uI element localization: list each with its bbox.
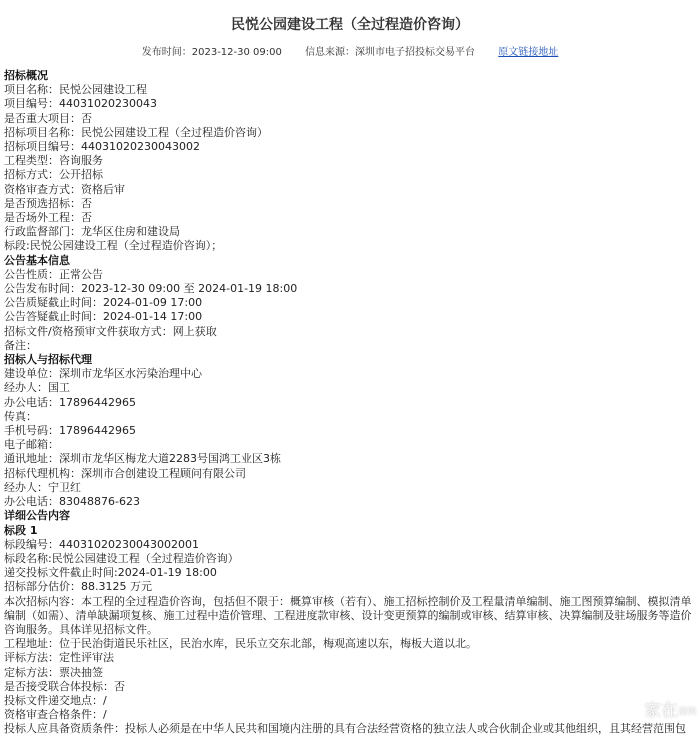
info-line: 项目编号：44031020230043 — [4, 97, 157, 111]
info-line: 行政监督部门：龙华区住房和建设局 — [4, 225, 180, 239]
info-line: 办公电话：17896442965 — [4, 395, 136, 409]
info-line: 是否接受联合体投标：否 — [4, 679, 125, 693]
info-line: 招标部分估价：88.3125 万元 — [4, 580, 152, 594]
info-line: 建设单位：深圳市龙华区水污染治理中心 — [4, 367, 202, 381]
section-heading: 详细公告内容 — [4, 509, 70, 523]
info-line: 项目名称：民悦公园建设工程 — [4, 83, 147, 97]
info-line: 电子邮箱： — [4, 438, 59, 452]
info-line: 工程地址：位于民治街道民乐社区，民治水库，民乐立交东北部，梅观高速以东，梅板大道以北。 — [4, 637, 477, 651]
info-line: 招标项目名称：民悦公园建设工程（全过程造价咨询） — [4, 125, 268, 139]
section-heading: 公告基本信息 — [4, 253, 70, 267]
info-line: 公告质疑截止时间：2024-01-09 17:00 — [4, 296, 203, 310]
info-line: 备注： — [4, 338, 37, 352]
info-line: 招标代理机构：深圳市合创建设工程顾问有限公司 — [4, 466, 246, 480]
info-line: 招标项目编号：44031020230043002 — [4, 140, 200, 154]
section-heading: 招标概况 — [4, 69, 48, 82]
info-line: 投标文件递交地点：/ — [4, 693, 107, 707]
section-heading: 招标人与招标代理 — [4, 353, 92, 367]
info-line: 经办人：国工 — [4, 381, 70, 395]
info-line: 是否重大项目：否 — [4, 111, 92, 125]
info-line: 资格审查方式：资格后审 — [4, 182, 125, 196]
info-line: 手机号码：17896442965 — [4, 424, 136, 438]
info-line: 投标人应具备资质条件：投标人必须是在中华人民共和国境内注册的具有合法经营资格的独立法人或合伙制企业或其他组织，且其经营范围包 — [4, 722, 686, 736]
section-heading: 标段 1 — [4, 523, 38, 537]
announcement-body — [4, 69, 694, 737]
info-line: 递交投标文件截止时间:2024-01-19 18:00 — [4, 566, 217, 580]
info-line: 是否预选招标：否 — [4, 196, 92, 210]
info-line: 工程类型：咨询服务 — [4, 154, 103, 168]
info-line: 办公电话：83048876-623 — [4, 495, 140, 509]
page-title: 民悦公园建设工程（全过程造价咨询） — [231, 17, 469, 33]
info-line: 招标文件/资格预审文件获取方式：网上获取 — [4, 324, 217, 338]
info-line: 通讯地址：深圳市龙华区梅龙大道2283号国鸿工业区3栋 — [4, 452, 281, 466]
info-line: 招标方式：公开招标 — [4, 168, 103, 182]
info-line: 传真： — [4, 409, 37, 423]
info-line: 公告答疑截止时间：2024-01-14 17:00 — [4, 310, 203, 324]
source-info: 信息来源：深圳市电子招投标交易平台 — [305, 47, 476, 58]
info-line: 公告性质：正常公告 — [4, 267, 103, 281]
meta-bar — [0, 43, 700, 58]
info-line: 标段:民悦公园建设工程（全过程造价咨询）； — [4, 239, 223, 253]
info-line: 标段名称:民悦公园建设工程（全过程造价咨询） — [4, 551, 239, 565]
info-line: 是否场外工程：否 — [4, 211, 92, 225]
publish-time: 发布时间：2023-12-30 09:00 — [141, 47, 282, 58]
info-line: 定标方法：票决抽签 — [4, 665, 103, 679]
info-line: 评标方法：定性评审法 — [4, 651, 114, 665]
info-line: 标段编号：44031020230043002001 — [4, 537, 199, 551]
info-line: 经办人：宁卫红 — [4, 480, 81, 494]
info-line: 资格审查合格条件：/ — [4, 708, 107, 722]
watermark-logo: 家在深圳 — [643, 701, 696, 721]
original-link[interactable]: 原文链接地址 — [498, 47, 559, 58]
info-line: 公告发布时间：2023-12-30 09:00 至 2024-01-19 18:00 — [4, 282, 298, 296]
info-line: 本次招标内容：本工程的全过程造价咨询，包括但不限于：概算审核（若有）、施工招标控制价及工程量清单编制、施工图预算编制、模拟清单编制（如需）、清单缺漏项复核、施工过程中造价管理、工程进度款审核、设计变更预算的编制或审核、结算审核、决算编制及驻场服务等造价咨询服务。具体详见招标文件。 — [4, 594, 692, 636]
